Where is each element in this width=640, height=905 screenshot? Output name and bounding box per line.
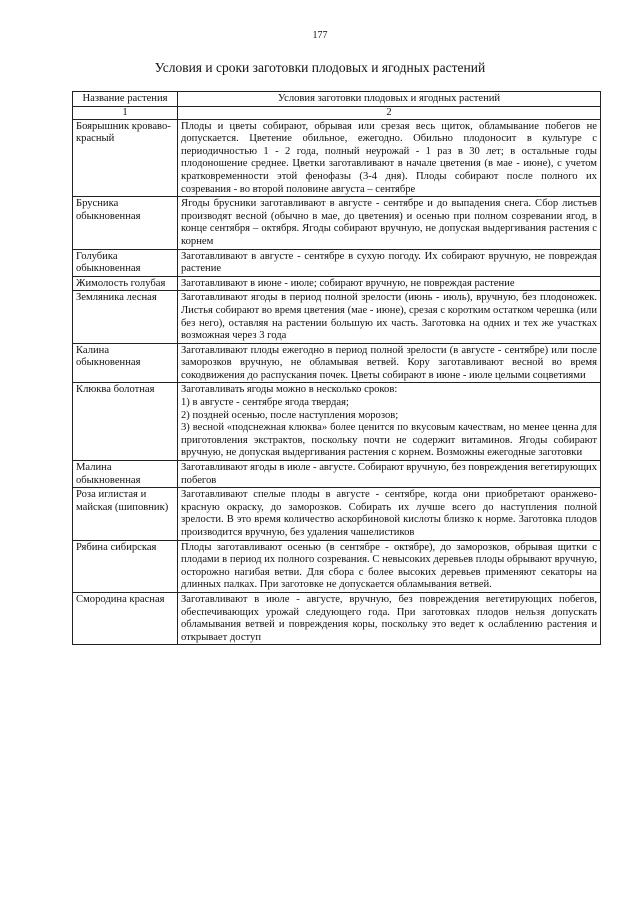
table-row <box>73 383 601 461</box>
table-header-row <box>73 92 601 107</box>
plant-conditions: Заготавливают в июне - июле; собирают вручную, не повреждая растение <box>178 276 601 291</box>
conditions-line: 1) в августе - сентябре ягода твердая; <box>181 397 349 409</box>
conditions-line: Заготавливать ягоды можно в несколько сроков: <box>181 384 398 396</box>
plant-conditions: Заготавливают ягоды в июле - августе. Собирают вручную, без повреждения вегетирующих побегов <box>178 461 601 488</box>
table-row <box>73 343 601 383</box>
plant-name: Калина обыкновенная <box>73 343 178 383</box>
plant-name: Роза иглистая и майская (шиповник) <box>73 488 178 540</box>
column-number-1: 1 <box>73 106 178 119</box>
page-number: 177 <box>312 30 328 41</box>
plant-name: Малина обыкновенная <box>73 461 178 488</box>
plants-table <box>72 91 601 645</box>
table-row <box>73 461 601 488</box>
plant-conditions: Заготавливают плоды ежегодно в период полной зрелости (в августе - сентябре) или после заморозков вручную, не обламывая ветвей. Кору заготавливают весной во время сокодвижения до распускания почек. Цветы собирают в июне - июле целыми соцветиями <box>178 343 601 383</box>
table-row <box>73 119 601 197</box>
plant-conditions: Заготавливают ягоды в период полной зрелости (июнь - июль), вручную, без плодоножек. Листья собирают во время цветения (мае - июне), срезая с коротким остатком черешка (или без него), оставляя на растении большую их часть. Заготовка на одних и тех же участках возможная через 3 года <box>178 291 601 343</box>
plant-conditions: Плоды и цветы собирают, обрывая или срезая весь щиток, обламывание побегов не допускается. Цветение обильное, ежегодно. Обильно плодоносит в культуре с периодичностью 1 - 2 года, полный неурожай - 1 раз в 30 лет; в остальные годы плодоношение среднее. Цветки заготавливают в начале цветения (в мае - июне), с учетом кратковременности этой фенофазы (3-4 дня). Плоды собирают после полного их созревания - во второй половине августа – сентябре <box>178 119 601 197</box>
table-row <box>73 540 601 592</box>
page-title: Условия и сроки заготовки плодовых и ягодных растений <box>154 60 486 75</box>
table-row <box>73 488 601 540</box>
plant-name: Рябина сибирская <box>73 540 178 592</box>
table-row <box>73 197 601 249</box>
table-row <box>73 592 601 644</box>
plant-conditions: Заготавливают в июле - августе, вручную, без повреждения вегетирующих побегов, обеспечивающих урожай следующего года. При заготовках плодов нельзя допускать обламывания ветвей и повреждения коры, поскольку это ведет к ослаблению растения и открывает доступ <box>178 592 601 644</box>
table-row <box>73 276 601 291</box>
plant-conditions <box>178 383 601 461</box>
plant-name: Боярышник кроваво-красный <box>73 119 178 197</box>
plant-conditions: Плоды заготавливают осенью (в сентябре - октябре), до заморозков, обрывая щитки с плодами в период их полного созревания. С невысоких деревьев плоды обрывают вручную, осторожно нагибая ветви. Для сбора с более высоких деревьев применяют секаторы на длинных палках. При заготовке не допускается обламывания ветвей. <box>178 540 601 592</box>
column-number-2: 2 <box>178 106 601 119</box>
plant-conditions: Заготавливают в августе - сентябре в сухую погоду. Их собирают вручную, не повреждая растение <box>178 249 601 276</box>
header-plant-name: Название растения <box>73 92 178 107</box>
column-number-row <box>73 106 601 119</box>
plant-name: Смородина красная <box>73 592 178 644</box>
plant-conditions: Ягоды брусники заготавливают в августе - сентябре и до выпадения снега. Сбор листьев производят весной (обычно в мае, до цветения) и осенью при полном созревании ягод, в конце сентября – октября. Ягоды собирают вручную, не допуская выдергивания растения с корнем <box>178 197 601 249</box>
header-conditions: Условия заготовки плодовых и ягодных растений <box>178 92 601 107</box>
plant-name: Земляника лесная <box>73 291 178 343</box>
plant-name: Брусника обыкновенная <box>73 197 178 249</box>
conditions-line: 2) поздней осенью, после наступления морозов; <box>181 409 399 421</box>
plant-name: Голубика обыкновенная <box>73 249 178 276</box>
plant-name: Клюква болотная <box>73 383 178 461</box>
plant-name: Жимолость голубая <box>73 276 178 291</box>
conditions-line: 3) весной «подснежная клюква» более ценится по вкусовым качествам, но менее ценна для приготовления экстрактов, поскольку почти не содержит витаминов. Ягоды собирают вручную, не допуская выдергивания растения с корнем. Возможны ежегодные заготовки <box>181 422 597 459</box>
table-row <box>73 291 601 343</box>
table-row <box>73 249 601 276</box>
plant-conditions: Заготавливают спелые плоды в августе - сентябре, когда они приобретают оранжево-красную окраску, до заморозков. Собирать их лучше всего до наступления полной зрелости. В это время количество аскорбиновой кислоты близко к норме. Заготовка плодов производится вручную, без удаления чашелистиков <box>178 488 601 540</box>
